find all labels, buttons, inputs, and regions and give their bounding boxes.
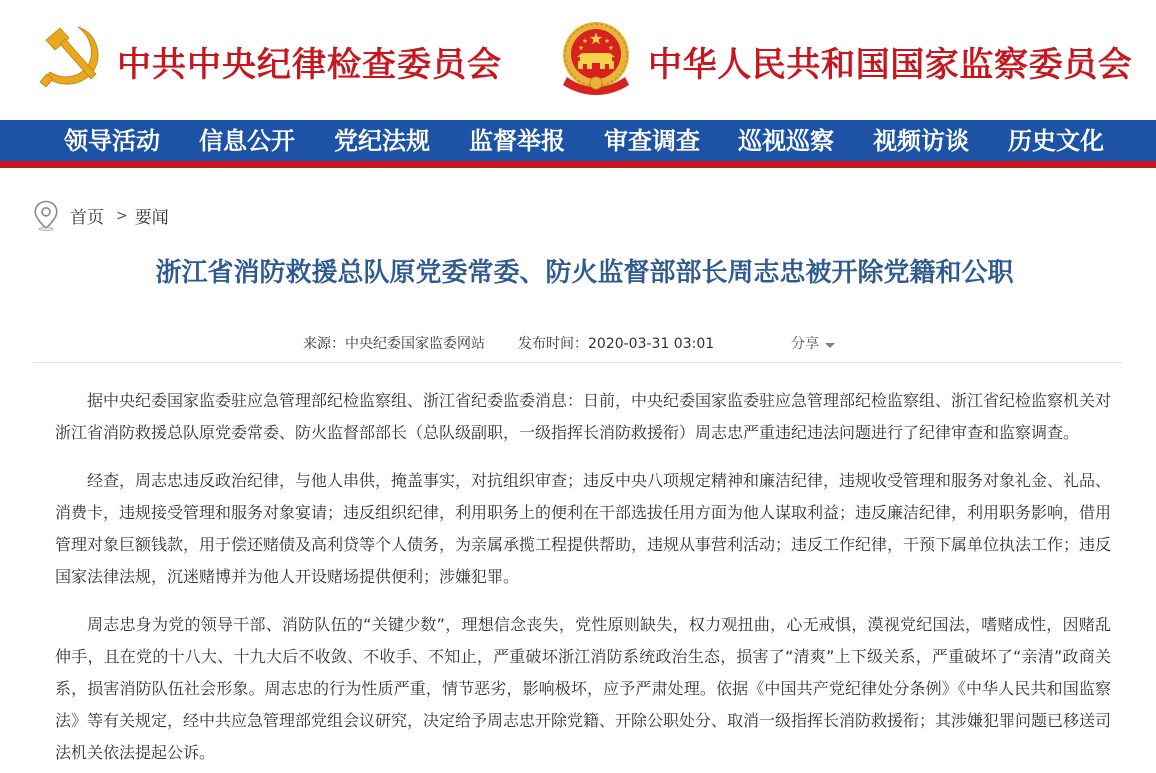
source-label: 来源： bbox=[303, 336, 345, 352]
ccdi-logo-link[interactable] bbox=[38, 20, 504, 96]
breadcrumb-home-link[interactable]: 首页 bbox=[70, 208, 104, 228]
publish-time-label: 发布时间： bbox=[518, 336, 588, 352]
nav-bottom-stripe bbox=[0, 161, 1156, 168]
source-value: 中央纪委国家监委网站 bbox=[345, 336, 485, 352]
article-publish-time bbox=[518, 334, 714, 354]
article-body bbox=[55, 385, 1111, 773]
nav-item-review-investigation[interactable]: 审查调查 bbox=[604, 126, 700, 155]
caret-down-icon bbox=[825, 343, 835, 348]
national-emblem-icon bbox=[561, 21, 631, 95]
publish-time-value: 2020-03-31 03:01 bbox=[588, 336, 715, 352]
nav-item-information-disclosure[interactable]: 信息公开 bbox=[199, 126, 295, 155]
breadcrumb-separator: > bbox=[116, 207, 128, 224]
breadcrumb-current-link[interactable]: 要闻 bbox=[134, 208, 169, 228]
article-source bbox=[303, 334, 485, 354]
location-pin-icon bbox=[33, 200, 59, 231]
nav-item-inspection-tours[interactable]: 巡视巡察 bbox=[738, 126, 834, 155]
meta-divider bbox=[33, 362, 1122, 363]
nav-item-leadership-activities[interactable]: 领导活动 bbox=[64, 126, 160, 155]
article-paragraph: 周志忠身为党的领导干部、消防队伍的“关键少数”，理想信念丧失，党性原则缺失，权力观扭曲，心无戒惧，漠视党纪国法，嗜赌成性，因赌乱伸手，且在党的十八大、十九大后不收敛、不收手、不知止，严重破坏浙江消防系统政治生态，损害了“清爽”上下级关系，严重破坏了“亲清”政商关系，损害消防队伍社会形象。周志忠的行为性质严重，情节恶劣，影响极坏，应予严肃处理。依据《中国共产党纪律处分条例》《中华人民共和国监察法》等有关规定，经中共应急管理部党组会议研究，决定给予周志忠开除党籍、开除公职处分、取消一级指挥长消防救援衔；其涉嫌犯罪问题已移送司法机关依法提起公诉。 bbox=[55, 615, 1111, 762]
breadcrumb bbox=[33, 200, 169, 231]
nav-item-history-culture[interactable]: 历史文化 bbox=[1008, 126, 1104, 155]
nsc-title: 中华人民共和国国家监察委员会 bbox=[648, 45, 1133, 85]
site-header bbox=[0, 0, 1156, 120]
nsc-logo-link[interactable] bbox=[560, 18, 1134, 98]
article-paragraph: 经查，周志忠违反政治纪律，与他人串供，掩盖事实，对抗组织审查；违反中央八项规定精神和廉洁纪律，违规收受管理和服务对象礼金、礼品、消费卡，违规接受管理和服务对象宴请；违反组织纪律，利用职务上的便利在干部选拔任用方面为他人谋取利益；违反廉洁纪律，利用职务影响，借用管理对象巨额钱款，用于偿还赌债及高利贷等个人债务，为亲属承揽工程提供帮助，违规从事营利活动；违反工作纪律，干预下属单位执法工作；违反国家法律法规，沉迷赌博并为他人开设赌场提供便利；涉嫌犯罪。 bbox=[55, 471, 1111, 586]
article-title: 浙江省消防救援总队原党委常委、防火监督部部长周志忠被开除党籍和公职 bbox=[155, 258, 1014, 288]
ccdi-title: 中共中央纪律检查委员会 bbox=[117, 45, 502, 85]
nav-item-party-regulations[interactable]: 党纪法规 bbox=[334, 126, 430, 155]
nav-item-video-interviews[interactable]: 视频访谈 bbox=[873, 126, 969, 155]
party-emblem-icon bbox=[38, 24, 102, 90]
article-paragraph: 据中央纪委国家监委驻应急管理部纪检监察组、浙江省纪委监委消息：日前，中央纪委国家监委驻应急管理部纪检监察组、浙江省纪检监察机关对浙江省消防救援总队原党委常委、防火监督部部长（总队级副职，一级指挥长消防救援衔）周志忠严重违纪违法问题进行了纪律审查和监察调查。 bbox=[55, 391, 1111, 442]
share-label: 分享 bbox=[791, 336, 819, 352]
article-meta bbox=[0, 334, 1156, 354]
nav-item-supervision-report[interactable]: 监督举报 bbox=[469, 126, 565, 155]
share-button[interactable] bbox=[791, 334, 835, 354]
main-nav bbox=[0, 120, 1156, 161]
